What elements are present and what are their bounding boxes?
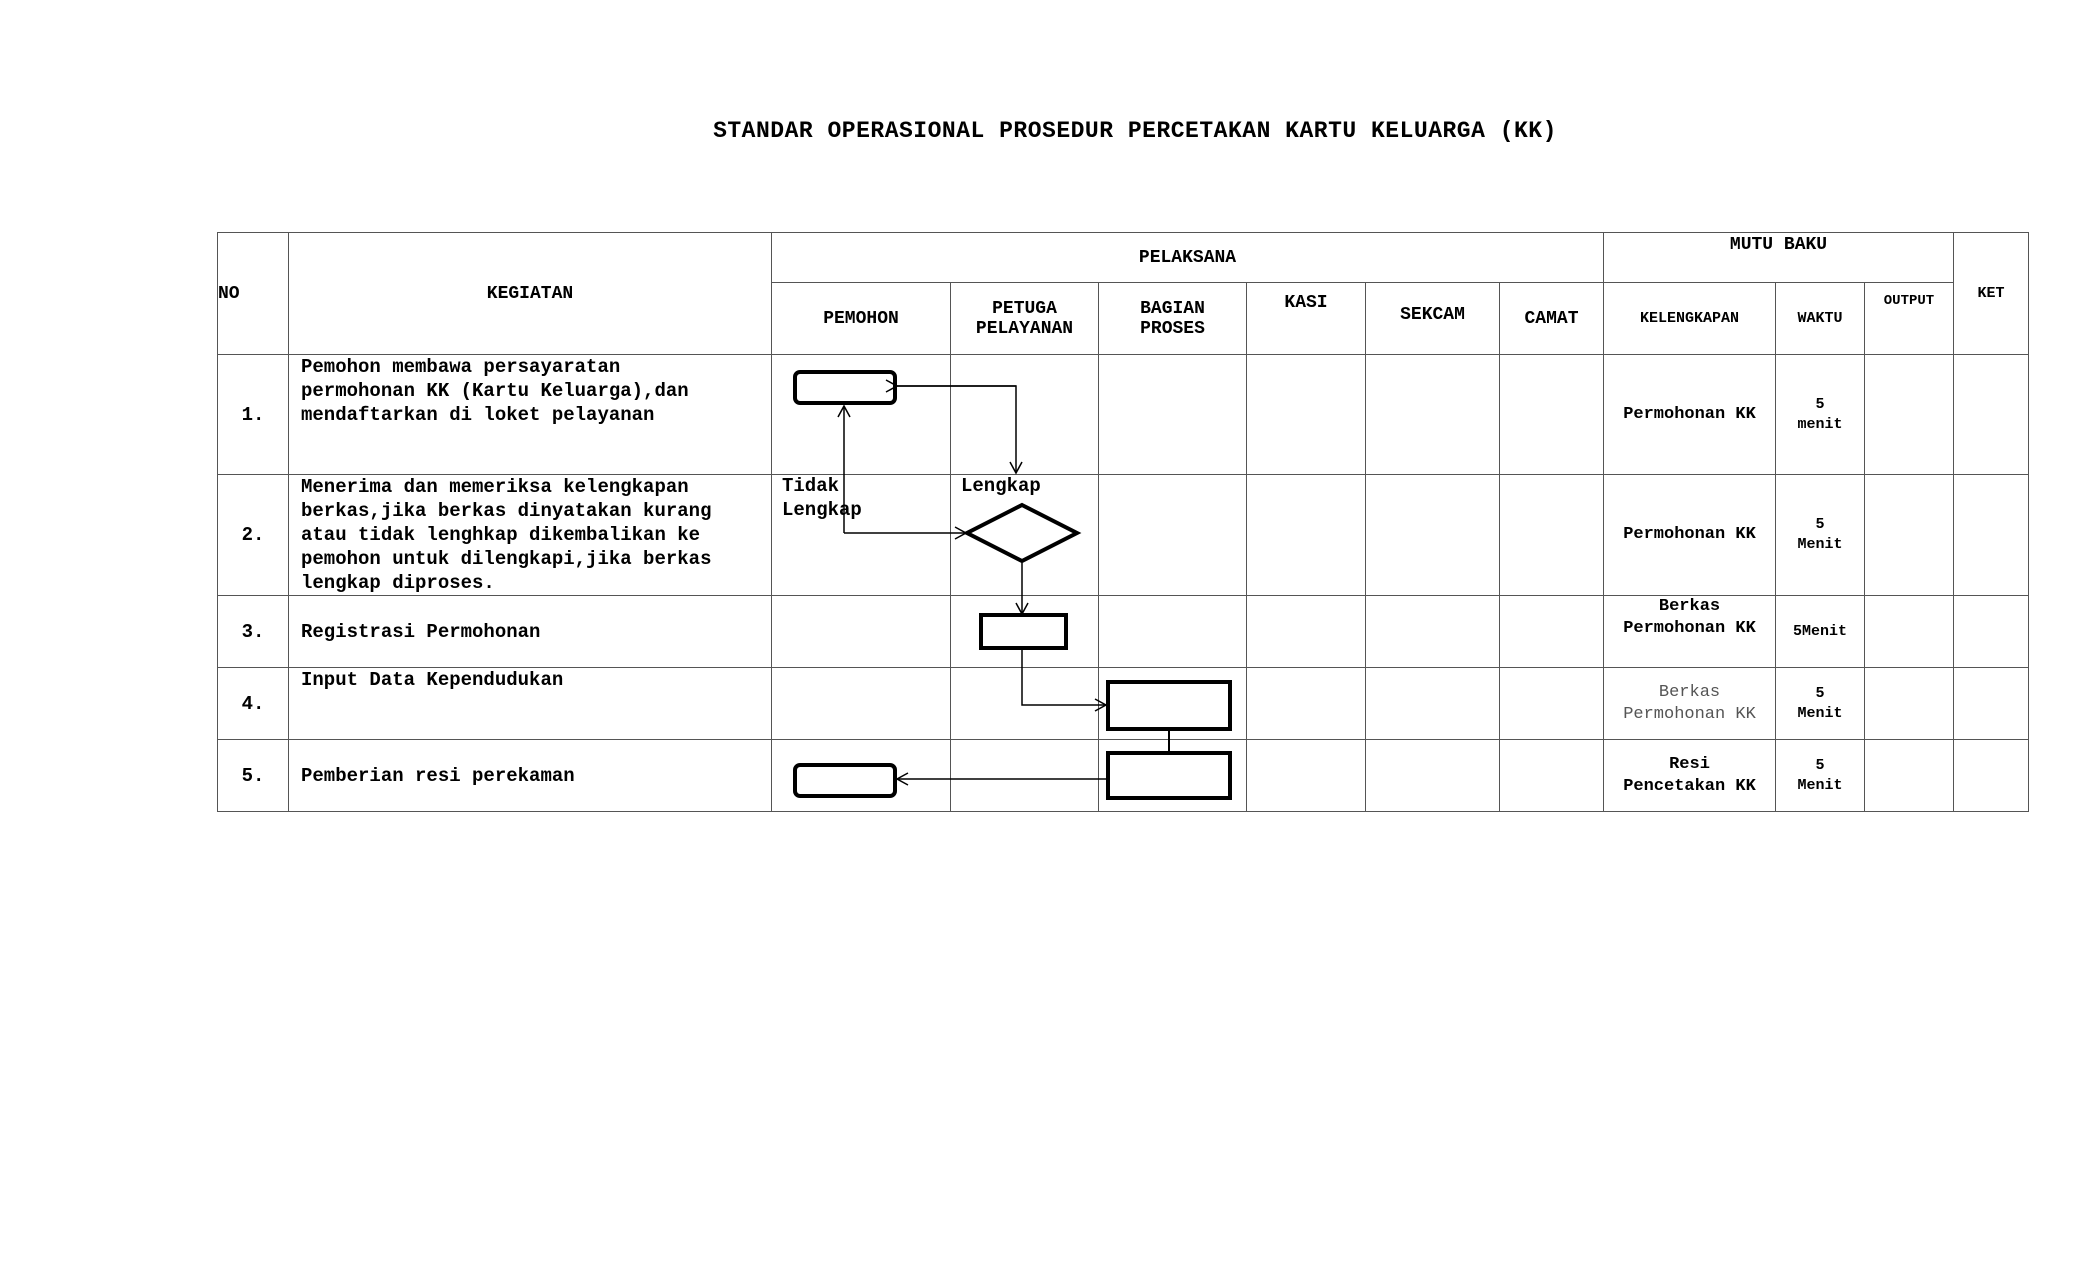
kegiatan-line: atau tidak lenghkap dikembalikan ke [301,524,701,546]
header-pelaksana: PELAKSANA [772,233,1604,283]
header-bagian-proses [1099,283,1247,355]
flow-label-line: Tidak [782,475,840,497]
row-no: 2. [218,475,289,596]
table-row [218,355,2029,475]
waktu-line: menit [1797,415,1843,433]
row-waktu [1776,355,1865,475]
row-no: 4. [218,668,289,740]
waktu-line: 5 [1815,395,1825,413]
header-kelengkapan: KELENGKAPAN [1604,283,1776,355]
table-row [218,740,2029,812]
row-waktu [1776,668,1865,740]
table-row [218,668,2029,740]
flow-label-line: Lengkap [782,499,862,521]
flow-label-lengkap: Lengkap [961,475,1041,497]
row-kelengkapan [1604,740,1776,812]
waktu-line: Menit [1797,776,1843,794]
kelengkapan-line: Berkas [1658,682,1721,702]
waktu-line: Menit [1797,536,1843,553]
header-ket: KET [1954,233,2029,355]
waktu-line: 5 [1815,756,1825,774]
header-petugas-line-2: PELAYANAN [975,318,1074,339]
header-mutu-baku: MUTU BAKU [1604,233,1954,283]
row-kelengkapan [1604,596,1776,668]
kegiatan-line: berkas,jika berkas dinyatakan kurang [301,500,712,522]
row-no: 1. [218,355,289,475]
row-no: 3. [218,596,289,668]
kegiatan-line: permohonan KK (Kartu Keluarga),dan [301,380,689,402]
kelengkapan-line: Resi [1669,754,1710,774]
header-kegiatan: KEGIATAN [289,233,772,355]
waktu-line: 5 [1815,516,1825,533]
row-waktu [1776,475,1865,596]
kegiatan-line: lengkap diproses. [301,572,495,594]
row-waktu [1776,740,1865,812]
header-camat: CAMAT [1500,283,1604,355]
kelengkapan-line: Permohonan KK [1623,619,1756,638]
header-no: NO [218,233,289,355]
header-waktu: WAKTU [1776,283,1865,355]
table-row [218,475,2029,596]
kegiatan-line: pemohon untuk dilengkapi,jika berkas [301,548,712,570]
kelengkapan-line: Pencetakan KK [1623,776,1756,796]
header-output: OUTPUT [1865,283,1954,355]
header-bagian-line-2: PROSES [1140,318,1205,339]
waktu-line: Menit [1797,704,1843,722]
header-bagian-line-1: BAGIAN [1140,298,1205,319]
page-title: STANDAR OPERASIONAL PROSEDUR PERCETAKAN KARTU KELUARGA (KK) [713,118,1557,144]
row-no: 5. [218,740,289,812]
kegiatan-line: mendaftarkan di loket pelayanan [301,404,655,426]
kelengkapan-line: Permohonan KK [1623,704,1756,724]
row-kegiatan: Registrasi Permohonan [289,596,772,668]
row-kelengkapan: Permohonan KK [1604,355,1776,475]
row-kegiatan: Input Data Kependudukan [289,668,772,740]
row-kelengkapan [1604,668,1776,740]
row-kegiatan: Pemberian resi perekaman [289,740,772,812]
sop-table [217,232,2029,812]
header-pemohon: PEMOHON [772,283,951,355]
table-row [218,596,2029,668]
kelengkapan-line: Berkas [1658,597,1721,616]
kegiatan-line: Menerima dan memeriksa kelengkapan [301,476,689,498]
header-sekcam: SEKCAM [1366,283,1500,355]
row-kegiatan [289,475,772,596]
row-waktu: 5Menit [1776,596,1865,668]
row-kelengkapan: Permohonan KK [1604,475,1776,596]
header-petugas-pelayanan [951,283,1099,355]
waktu-line: 5 [1815,684,1825,702]
flow-label-tidak-lengkap [782,474,862,522]
header-kasi: KASI [1247,283,1366,355]
kegiatan-line: Pemohon membawa persayaratan [301,356,621,378]
row-kegiatan [289,355,772,475]
header-petugas-line-1: PETUGA [992,298,1057,319]
